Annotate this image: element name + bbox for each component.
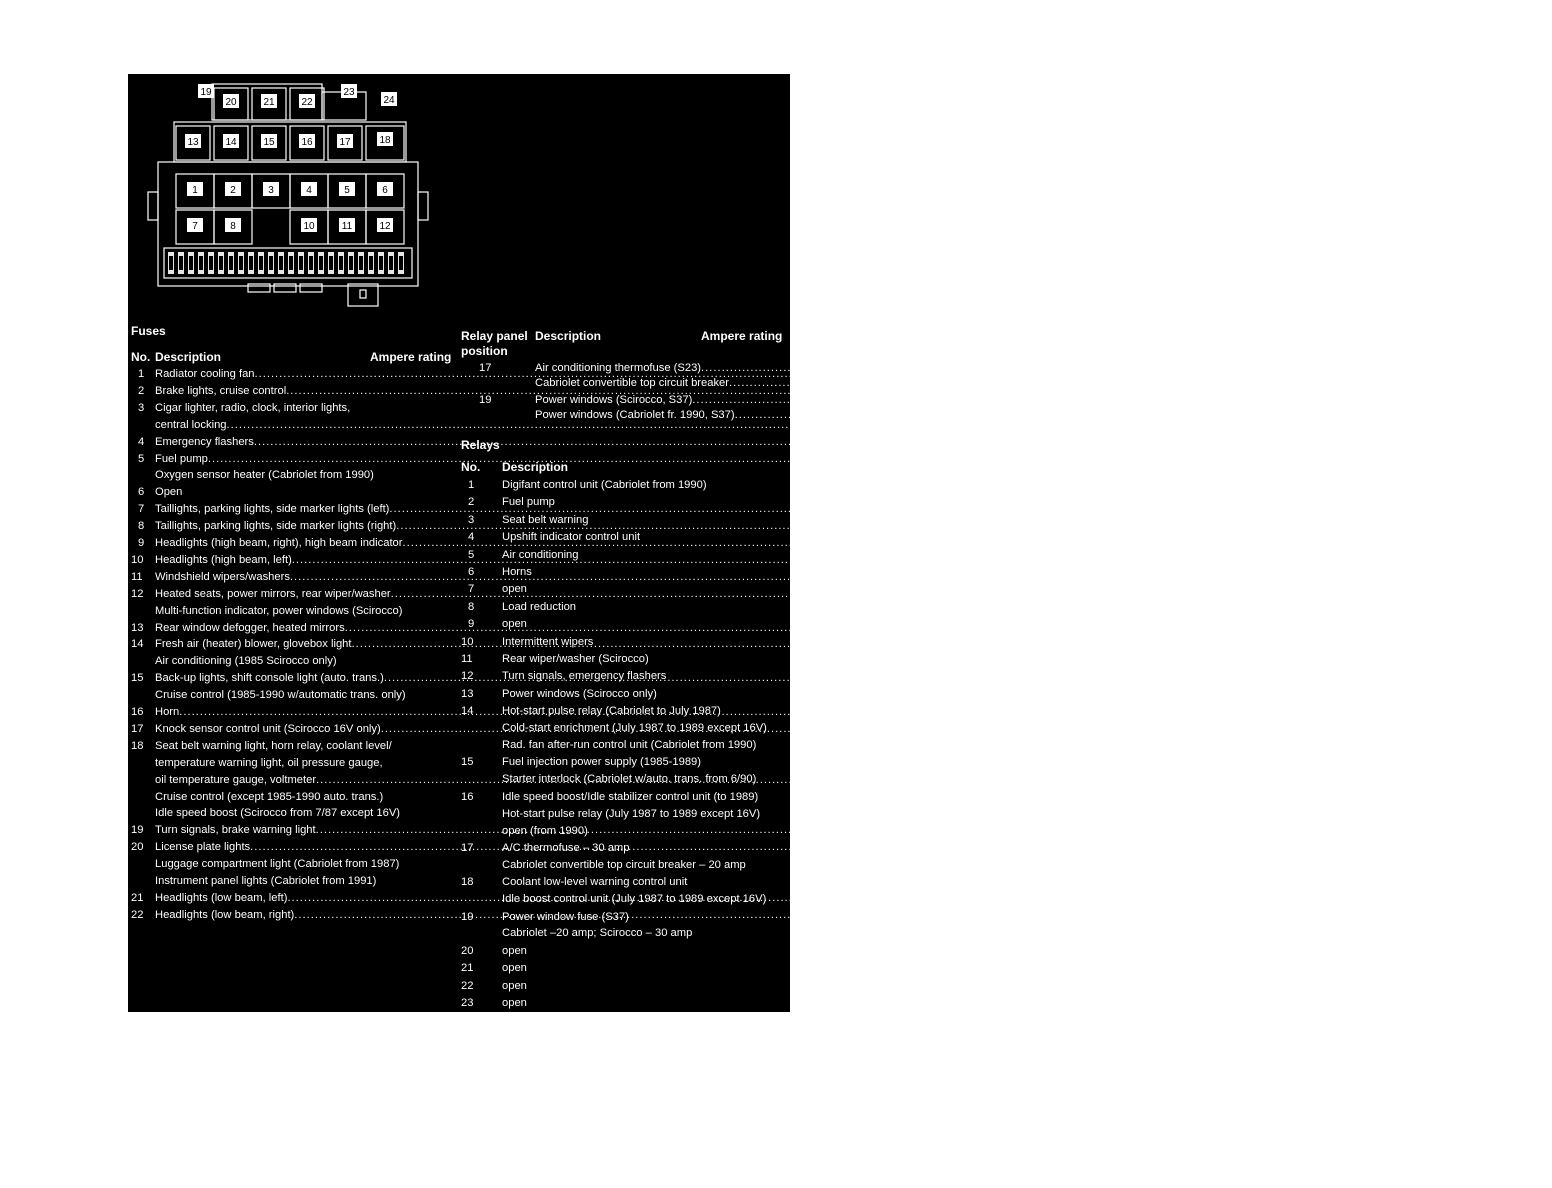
relay-number: 7 — [468, 583, 475, 596]
relay-description: Rear wiper/washer (Scirocco) — [502, 653, 649, 665]
fuse-description-text: Turn signals, brake warning light — [155, 824, 316, 837]
relay-socket-number: 24 — [383, 95, 395, 106]
fuse-ampere: 15 — [984, 706, 997, 718]
relay-number: 23 — [461, 997, 474, 1009]
fuse-ampere: 15 — [1121, 773, 1134, 786]
relay-socket-number: 20 — [225, 97, 237, 108]
fuse-description-text: Radiator cooling fan — [155, 368, 255, 380]
fuse-description-text: central locking — [155, 418, 227, 431]
relay-socket-number: 8 — [230, 221, 236, 232]
relay-socket-number: 16 — [301, 137, 313, 148]
relay-number: 2 — [468, 496, 475, 509]
relay-description: Idle boost control unit (July 1987 to 1989 except 16V) — [502, 893, 767, 906]
fuse-description-text: Heated seats, power mirrors, rear wiper/washer — [155, 587, 391, 600]
fuses-col-ampere: Ampere rating — [370, 350, 452, 364]
fuse-description: Idle speed boost (Scirocco from 7/87 except 16V) — [155, 807, 401, 820]
fuse-ampere: 15 — [1195, 587, 1209, 600]
relay-panel-ampere: 20 — [1539, 409, 1552, 421]
relay-socket-number: 21 — [263, 97, 275, 108]
relay-description: Hot-start pulse relay (Cabriolet to July 1987) — [502, 705, 721, 718]
fuse-number: 19 — [131, 824, 144, 837]
fuse-description-text: Fuel pump — [155, 452, 208, 465]
fuse-description-text: Back-up lights, shift console light (auto. trans.) — [155, 672, 384, 685]
relay-description: Cabriolet convertible top circuit breaker – 20 amp — [502, 858, 746, 871]
fuse-description-text: Headlights (high beam, right), high beam indicator — [155, 537, 403, 549]
relays-col-description: Description — [502, 460, 569, 474]
relay-description: Horns — [502, 566, 532, 578]
fuse-description: Open — [155, 486, 183, 499]
fuse-ampere: 10 — [1055, 841, 1068, 854]
fuse-number: 4 — [138, 435, 145, 448]
relay-number: 5 — [468, 548, 475, 561]
relay-description: Coolant low-level warning control unit — [502, 876, 688, 889]
relay-socket-number: 4 — [306, 185, 312, 196]
fuse-number: 18 — [131, 739, 144, 752]
relay-description: open — [502, 583, 527, 596]
fuse-description — [155, 384, 1104, 399]
fuse-ampere: 10 — [1091, 384, 1104, 397]
fuse-description-text: Headlights (low beam, left) — [155, 891, 288, 904]
relay-panel-ampere: 20 — [1534, 377, 1547, 389]
fuse-number: 13 — [131, 621, 144, 634]
relay-number: 19 — [461, 910, 474, 923]
relay-description: Power windows (Scirocco only) — [502, 687, 657, 700]
relay-socket-number: 14 — [225, 137, 237, 148]
leader-dots — [250, 840, 1055, 855]
fuses-heading: Fuses — [131, 324, 166, 338]
fuse-description: Cruise control (1985-1990 w/automatic trans. only) — [155, 689, 406, 702]
fuses-col-no: No. — [131, 350, 151, 364]
fuse-number: 11 — [131, 570, 143, 583]
relay-description: open — [502, 618, 527, 631]
fuse-description: Oxygen sensor heater (Cabriolet from 1990) — [155, 469, 374, 482]
fuse-description-text: Emergency flashers — [155, 435, 254, 448]
relay-socket-number: 12 — [379, 221, 391, 232]
relay-description: Load reduction — [502, 600, 577, 613]
fuse-number: 7 — [138, 503, 145, 516]
leader-dots — [290, 570, 1095, 585]
relay-socket-number: 15 — [263, 137, 275, 148]
leader-dots — [208, 452, 1013, 467]
fuse-ampere: 15 — [1013, 452, 1026, 465]
leader-dots — [254, 435, 1059, 450]
relay-panel-diagram — [142, 78, 442, 310]
relay-number: 4 — [468, 531, 475, 544]
fuse-number: 14 — [131, 638, 144, 651]
relay-description: Fuel pump — [502, 496, 555, 509]
fuse-ampere: 10 — [1189, 672, 1202, 685]
relay-description: Upshift indicator control unit — [502, 531, 641, 544]
fuse-number: 16 — [131, 706, 144, 718]
relay-number: 14 — [461, 705, 474, 718]
relay-socket-number: 10 — [303, 221, 315, 232]
fuse-description-text: Taillights, parking lights, side marker lights (left) — [155, 503, 390, 516]
relay-description: Cold-start enrichment (July 1987 to 1989 except 16V) — [502, 722, 767, 735]
fuse-description-text: License plate lights — [155, 841, 251, 854]
fuse-number: 5 — [138, 452, 145, 465]
relay-socket-number: 3 — [268, 185, 274, 196]
relay-socket-number: 11 — [341, 221, 353, 232]
relay-panel-description — [535, 393, 1510, 408]
relay-number: 9 — [468, 618, 475, 631]
fuse-number: 20 — [131, 841, 144, 854]
relay-number: 20 — [461, 944, 474, 957]
fuse-number: 15 — [131, 672, 144, 685]
relay-number: 22 — [461, 979, 474, 992]
relay-panel-description — [535, 361, 1519, 376]
fuse-description-text: Fresh air (heater) blower, glovebox light — [155, 638, 352, 651]
fuse-number: 2 — [138, 384, 145, 397]
relay-panel-description — [535, 408, 1552, 423]
relays-col-no: No. — [461, 460, 481, 474]
relay-socket-number: 1 — [192, 185, 198, 196]
relay-panel-col-ampere: Ampere rating — [701, 329, 783, 343]
relay-socket-number: 7 — [192, 221, 198, 232]
relay-panel-col-position-2: position — [461, 344, 508, 358]
fuse-number: 1 — [138, 368, 145, 380]
relay-number: 1 — [468, 479, 475, 491]
fuse-description: temperature warning light, oil pressure gauge, — [155, 756, 383, 769]
relay-description: Digifant control unit (Cabriolet from 1990) — [502, 479, 707, 491]
fuse-ampere: 30 — [1059, 368, 1073, 380]
relay-socket-number: 2 — [230, 185, 236, 196]
relays-heading: Relays — [461, 438, 500, 452]
relay-socket-number: 19 — [200, 87, 212, 98]
relay-description: Idle speed boost/Idle stabilizer control unit (to 1989) — [502, 790, 759, 803]
fuse-ampere: 10 — [1097, 553, 1110, 566]
fuse-number: 6 — [138, 486, 145, 499]
relay-number: 18 — [461, 876, 474, 889]
fuse-description: Multi-function indicator, power windows (Scirocco) — [155, 604, 403, 617]
leader-dots — [294, 908, 1099, 923]
fuse-number: 8 — [138, 520, 145, 533]
fuse-number: 3 — [138, 401, 145, 414]
fuse-description-text: Windshield wipers/washers — [155, 570, 290, 583]
fuse-description-text: Horn — [155, 706, 180, 718]
fuse-ampere: 15 — [1095, 570, 1108, 583]
fuse-description: Instrument panel lights (Cabriolet from 1991) — [155, 875, 377, 887]
relay-description: Turn signals, emergency flashers — [502, 670, 667, 683]
fuse-description-text: Knock sensor control unit (Scirocco 16V only) — [155, 722, 381, 735]
relay-number: 11 — [461, 653, 473, 665]
relay-number: 24 — [461, 1014, 474, 1027]
relay-panel-description-text: Power windows (Scirocco, S37) — [535, 394, 693, 406]
fuse-number: 17 — [131, 722, 144, 735]
relay-panel-position: 19 — [479, 394, 492, 406]
relay-panel-description-text: Air conditioning thermofuse (S23) — [535, 362, 702, 374]
relay-description: Starter interlock (Cabriolet w/auto. trans. from 6/90) — [502, 773, 757, 786]
fuse-relay-panel — [128, 74, 1552, 1027]
fuse-description: Seat belt warning light, horn relay, coolant level/ — [155, 739, 392, 752]
fuse-ampere: 15 — [1059, 435, 1072, 448]
fuse-description: Luggage compartment light (Cabriolet from 1987) — [155, 858, 400, 871]
relay-socket-number: 6 — [382, 185, 388, 196]
relay-socket-number: 17 — [339, 137, 351, 148]
leader-dots — [735, 408, 1540, 423]
relay-panel-description-text: Power windows (Cabriolet fr. 1990, S37) — [535, 409, 735, 421]
relay-description: open — [502, 979, 527, 992]
fuse-ampere: 10 — [1207, 537, 1221, 549]
relay-description: open — [502, 1014, 527, 1027]
leader-dots — [292, 553, 1097, 568]
relay-panel-description-text: Cabriolet convertible top circuit breaker — [535, 377, 730, 389]
relay-number: 6 — [468, 566, 475, 578]
relay-description: Hot-start pulse relay (July 1987 to 1989 except 16V) — [502, 807, 761, 820]
relay-number: 16 — [461, 790, 474, 803]
relay-description: open (from 1990) — [502, 824, 588, 837]
relay-socket-number: 13 — [187, 137, 199, 148]
relay-description: Cabriolet –20 amp; Scirocco – 30 amp — [502, 927, 693, 940]
relay-number: 10 — [461, 635, 474, 648]
fuse-ampere: 10 — [1120, 824, 1134, 837]
fuse-ampere: 10 — [1194, 503, 1208, 516]
relay-panel-ampere: 30 — [1506, 362, 1519, 374]
fuse-number: 22 — [131, 908, 144, 921]
relay-number: 8 — [468, 600, 475, 613]
fuse-ampere: 10 — [1099, 908, 1112, 921]
fuse-number: 12 — [131, 587, 144, 600]
fuse-description-text: Brake lights, cruise control — [155, 384, 287, 397]
fuse-description: Cruise control (except 1985-1990 auto. trans.) — [155, 790, 384, 803]
fuses-col-description: Description — [155, 350, 222, 364]
relay-number: 3 — [468, 513, 475, 526]
relay-number: 15 — [461, 756, 474, 769]
fuse-description-text: Headlights (low beam, right) — [155, 908, 295, 921]
relay-socket-number: 23 — [343, 87, 355, 98]
fuse-description — [155, 418, 1045, 433]
leader-dots — [701, 361, 1506, 376]
fuse-description-text: Headlights (high beam, left) — [155, 553, 292, 566]
relay-number: 12 — [461, 670, 474, 683]
fuse-ampere: 15 — [1149, 621, 1163, 634]
relay-description: A/C thermofuse – 30 amp — [502, 841, 630, 854]
relay-description: open — [502, 962, 527, 975]
relay-description: Air conditioning — [502, 548, 579, 561]
fuse-number: 10 — [131, 553, 144, 566]
leader-dots — [316, 823, 1121, 838]
fuse-ampere: 15 — [1031, 418, 1045, 431]
fuse-ampere: 10 — [1092, 891, 1106, 904]
relay-description: Fuel injection power supply (1985-1989) — [502, 756, 702, 769]
relay-socket-number: 18 — [379, 135, 391, 146]
leader-dots — [345, 621, 1150, 636]
fuse-ampere: 10 — [1185, 722, 1199, 735]
relay-description: Rad. fan after-run control unit (Cabriolet from 1990) — [502, 739, 757, 751]
relay-description: open — [502, 944, 527, 957]
fuse-number: 9 — [138, 537, 145, 549]
fuse-ampere: 10 — [1201, 520, 1214, 533]
relay-panel-col-description: Description — [535, 329, 602, 343]
fuse-ampere: 20 — [1156, 638, 1170, 651]
relay-number: 13 — [461, 687, 474, 700]
relay-panel-col-position-1: Relay panel — [461, 329, 528, 343]
fuse-description-text: oil temperature gauge, voltmeter — [155, 773, 317, 786]
relay-description: Power window fuse (S37) — [502, 910, 629, 923]
relay-number: 17 — [461, 841, 474, 854]
relay-description: open — [502, 997, 527, 1009]
relay-panel-ampere: 30 — [1497, 394, 1510, 406]
fuse-description: Cigar lighter, radio, clock, interior lights, — [155, 401, 351, 414]
relay-socket-number: 22 — [301, 97, 313, 108]
fuse-description: Air conditioning (1985 Scirocco only) — [155, 655, 337, 668]
relay-socket-number: 5 — [344, 185, 350, 196]
fuse-description-text: Taillights, parking lights, side marker lights (right) — [155, 520, 397, 533]
leader-dots — [729, 376, 1534, 391]
relay-description: Intermittent wipers — [502, 635, 594, 648]
relay-description: Seat belt warning — [502, 513, 589, 526]
fuse-number: 21 — [131, 891, 144, 904]
fuse-description-text: Rear window defogger, heated mirrors — [155, 621, 345, 634]
relay-number: 21 — [461, 962, 474, 975]
relay-panel-position: 17 — [479, 362, 492, 374]
leader-dots — [692, 393, 1497, 408]
